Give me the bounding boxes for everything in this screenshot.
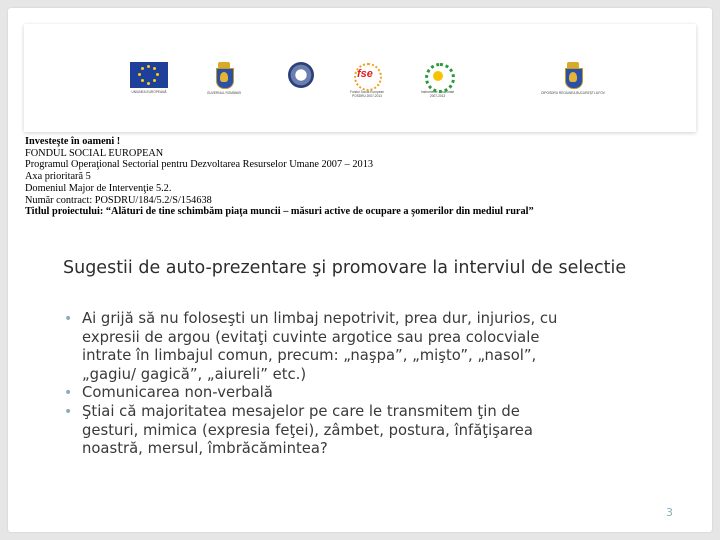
fse-icon: fse xyxy=(352,62,382,88)
project-title-value: : “Alături de tine schimbăm piaţa muncii – măsuri active de ocupare a şomerilor din mediul rural” xyxy=(99,206,534,218)
coat-of-arms-icon xyxy=(214,62,234,89)
logo-caption: Fondul Social European POSDRU 2007-2013 xyxy=(350,90,385,98)
list-item: • Comunicarea non-verbală xyxy=(64,384,273,402)
program-name: Programul Operaţional Sectorial pentru Dezvoltarea Resurselor Umane 2007 – 2013 xyxy=(25,159,373,171)
project-info xyxy=(25,136,695,218)
ministry-emblem-logo xyxy=(288,62,314,88)
fse-logo xyxy=(350,62,384,98)
project-title-label: Titlul proiectului xyxy=(25,206,100,218)
page-number: 3 xyxy=(666,506,673,519)
intervention-domain: Domeniul Major de Intervenţie 5.2. xyxy=(25,182,172,194)
fund-name: FONDUL SOCIAL EUROPEAN xyxy=(25,147,164,159)
slogan: Investeşte în oameni ! xyxy=(25,136,121,147)
logo-caption: GUVERNUL ROMÂNIEI xyxy=(207,91,242,95)
bullet-icon: • xyxy=(64,403,73,420)
government-logo xyxy=(207,62,241,96)
oi-posdru-logo xyxy=(541,62,605,96)
bullet-list xyxy=(64,310,684,459)
stars-icon xyxy=(423,62,453,88)
logo-band xyxy=(24,24,696,132)
logo-caption: OIPOSDRU REGIUNEA BUCUREŞTI-ILFOV xyxy=(541,91,605,95)
eu-flag-icon xyxy=(130,62,168,88)
priority-axis: Axa prioritară 5 xyxy=(25,171,91,183)
logo-caption: UNIUNEA EUROPEANĂ xyxy=(131,90,167,94)
structural-instruments-logo xyxy=(421,62,454,98)
emblem-icon xyxy=(288,62,314,88)
list-item: • Ştiai că majoritatea mesajelor pe care le transmitem ţin de gesturi, mimica (expresia feţei), zâmbet, postura, înfăţişarea noastră, mersul, îmbrăcămintea? xyxy=(64,402,533,458)
contract-number: Număr contract: POSDRU/184/5.2/S/154638 xyxy=(25,194,212,206)
coat-of-arms-icon xyxy=(563,62,583,89)
bullet-icon: • xyxy=(64,385,73,402)
bullet-icon: • xyxy=(64,311,73,327)
list-item: • Ai grijă să nu foloseşti un limbaj nepotrivit, prea dur, injurios, cu expresii de argou (evitaţi cuvinte argotice sau prea colocviale intrate în limbajul comun, precum: „naşpa”, „mişto”, „nasol”, „gagiu/ gagică”, „aiureli” etc.) xyxy=(64,310,558,383)
project-title xyxy=(25,206,695,218)
eu-flag-logo xyxy=(130,62,168,95)
slide-heading: Sugestii de auto-prezentare şi promovare la interviul de selectie xyxy=(63,258,627,278)
logo-caption: Instrumente Structurale 2007-2013 xyxy=(421,90,455,98)
